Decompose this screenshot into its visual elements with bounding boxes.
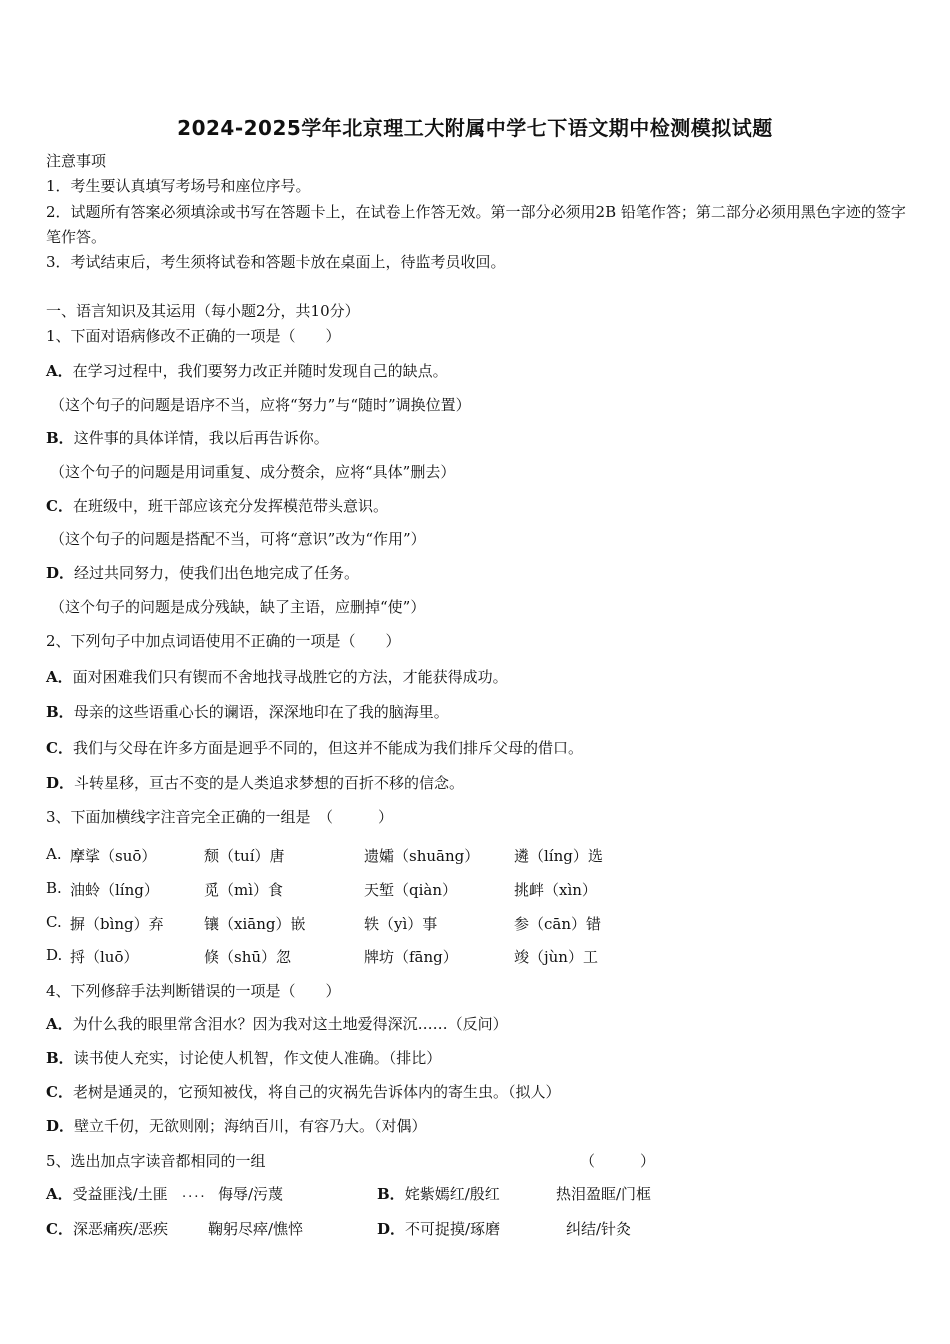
q3-row-d-label: D.: [46, 946, 63, 964]
option-label: B．: [46, 429, 74, 447]
q3-row-a-label: A.: [46, 845, 62, 863]
q3-row-c-cell-3: 轶（yì）事: [364, 915, 438, 933]
q5-option-c: [46, 1218, 168, 1239]
q5-option-d: [377, 1218, 500, 1239]
q3-row-d-cell-2: 倏（shū）忽: [204, 948, 292, 966]
q5-option-a-label: [46, 1183, 168, 1204]
q5-option-d-text2: 纠结/针灸: [566, 1220, 632, 1238]
option-label: C．: [46, 497, 73, 515]
q1-option-d: [46, 562, 359, 584]
q3-row-b-cell-1: 油蛉（líng）: [70, 881, 159, 899]
page-title: 2024-2025学年北京理工大附属中学七下语文期中检测模拟试题: [177, 116, 773, 140]
option-label: D．: [46, 564, 75, 582]
q1-option-a: [46, 360, 448, 382]
q5-option-b-text2: 热泪盈眶/门框: [556, 1185, 652, 1203]
q3-stem: 3、下面加横线字注音完全正确的一组是 （ ）: [46, 808, 394, 826]
option-label: B．: [46, 1049, 74, 1067]
q1-note-b: （这个句子的问题是用词重复、成分赘余，应将“具体”删去）: [50, 463, 456, 481]
option-text: 在学习过程中，我们要努力改正并随时发现自己的缺点。: [72, 362, 448, 380]
q2-option-b: [46, 701, 449, 723]
option-text: 姹紫嫣红/殷红: [404, 1185, 500, 1203]
q3-row-c-cell-1: 摒（bìng）弃: [70, 915, 164, 933]
option-text: 老树是通灵的，它预知被伐，将自己的灾祸先告诉体内的寄生虫。（拟人）: [72, 1083, 561, 1101]
q1-note-a: （这个句子的问题是语序不当，应将“努力”与“随时”调换位置）: [50, 396, 471, 414]
q3-row-a-cell-4: 遴（líng）选: [514, 847, 603, 865]
q4-option-b: [46, 1047, 441, 1069]
option-text: 这件事的具体详情，我以后再告诉你。: [73, 429, 329, 447]
option-text: 受益匪浅/土匪: [72, 1185, 168, 1203]
notice-item-3: 3．考试结束后，考生须将试卷和答题卡放在桌面上，待监考员收回。: [46, 253, 506, 271]
q3-row-d-cell-4: 竣（jùn）工: [514, 948, 598, 966]
q5-answer-paren: （ ）: [580, 1152, 656, 1170]
option-label: C．: [46, 1220, 73, 1238]
emphasis-dots: ....: [182, 1186, 207, 1201]
q3-row-c-label: C.: [46, 913, 62, 931]
option-text: 我们与父母在许多方面是迥乎不同的，但这并不能成为我们排斥父母的借口。: [72, 739, 583, 757]
q5-option-a-text2: 侮辱/污蔑: [218, 1185, 284, 1203]
option-text: 面对困难我们只有锲而不舍地找寻战胜它的方法，才能获得成功。: [72, 668, 508, 686]
option-text: 不可捉摸/琢磨: [405, 1220, 501, 1238]
q3-row-a-cell-3: 遗孀（shuāng）: [364, 847, 480, 865]
section-heading: 一、语言知识及其运用（每小题2分，共10分）: [46, 302, 360, 320]
q3-row-b-cell-2: 觅（mì）食: [204, 881, 284, 899]
option-label: A．: [46, 1185, 73, 1203]
option-text: 斗转星移，亘古不变的是人类追求梦想的百折不移的信念。: [74, 774, 465, 792]
option-label: A．: [46, 1015, 73, 1033]
q5-stem: 5、选出加点字读音都相同的一组: [46, 1152, 266, 1170]
option-label: D．: [46, 1117, 75, 1135]
q1-option-c: [46, 495, 388, 517]
option-label: D．: [46, 774, 75, 792]
q3-row-d-cell-3: 牌坊（fāng）: [364, 948, 458, 966]
q5-option-b: [377, 1183, 500, 1204]
option-text: 母亲的这些语重心长的谰语，深深地印在了我的脑海里。: [73, 703, 449, 721]
option-label: A．: [46, 362, 73, 380]
option-label: C．: [46, 739, 73, 757]
option-text: 为什么我的眼里常含泪水？因为我对这土地爱得深沉……（反问）: [72, 1015, 508, 1033]
q1-stem: 1、下面对语病修改不正确的一项是（ ）: [46, 327, 341, 345]
q2-stem: 2、下列句子中加点词语使用不正确的一项是（ ）: [46, 632, 401, 650]
option-text: 读书使人充实，讨论使人机智，作文使人准确。（排比）: [73, 1049, 442, 1067]
q1-note-c: （这个句子的问题是搭配不当，可将“意识”改为“作用”）: [50, 530, 426, 548]
option-label: D．: [377, 1220, 406, 1238]
q5-option-c-text2: 鞠躬尽瘁/憔悴: [208, 1220, 304, 1238]
q1-note-d: （这个句子的问题是成分残缺，缺了主语，应删掉“使”）: [50, 598, 426, 616]
q2-option-d: [46, 772, 464, 794]
q4-stem: 4、下列修辞手法判断错误的一项是（ ）: [46, 982, 341, 1000]
option-label: B．: [377, 1185, 405, 1203]
q3-row-b-label: B.: [46, 879, 62, 897]
q3-row-d-cell-1: 捋（luō）: [70, 948, 139, 966]
q4-option-c: [46, 1081, 560, 1103]
option-text: 深恶痛疾/恶疾: [72, 1220, 169, 1238]
option-label: B．: [46, 703, 74, 721]
q3-row-a-cell-2: 颓（tuí）唐: [204, 847, 285, 865]
q4-option-a: [46, 1013, 508, 1035]
q3-row-b-cell-3: 天堑（qiàn）: [364, 881, 458, 899]
option-label: A．: [46, 668, 73, 686]
notice-item-2: 2．试题所有答案必须填涂或书写在答题卡上，在试卷上作答无效。第一部分必须用2B 铅笔作答；第二部分必须用黑色字迹的签字笔作答。: [46, 203, 906, 246]
q4-option-d: [46, 1115, 427, 1137]
option-text: 在班级中，班干部应该充分发挥模范带头意识。: [72, 497, 388, 515]
q1-option-b: [46, 427, 329, 449]
q3-row-c-cell-4: 参（cān）错: [514, 915, 602, 933]
q2-option-c: [46, 737, 583, 759]
notice-item-1: 1．考生要认真填写考场号和座位序号。: [46, 177, 311, 195]
option-text: 经过共同努力，使我们出色地完成了任务。: [74, 564, 360, 582]
q3-row-a-cell-1: 摩挲（suō）: [70, 847, 157, 865]
q3-row-b-cell-4: 挑衅（xìn）: [514, 881, 597, 899]
option-label: C．: [46, 1083, 73, 1101]
q3-row-c-cell-2: 镶（xiāng）嵌: [204, 915, 306, 933]
option-text: 壁立千仞，无欲则刚；海纳百川，有容乃大。（对偶）: [74, 1117, 427, 1135]
notice-heading: 注意事项: [46, 152, 107, 170]
q2-option-a: [46, 666, 508, 688]
